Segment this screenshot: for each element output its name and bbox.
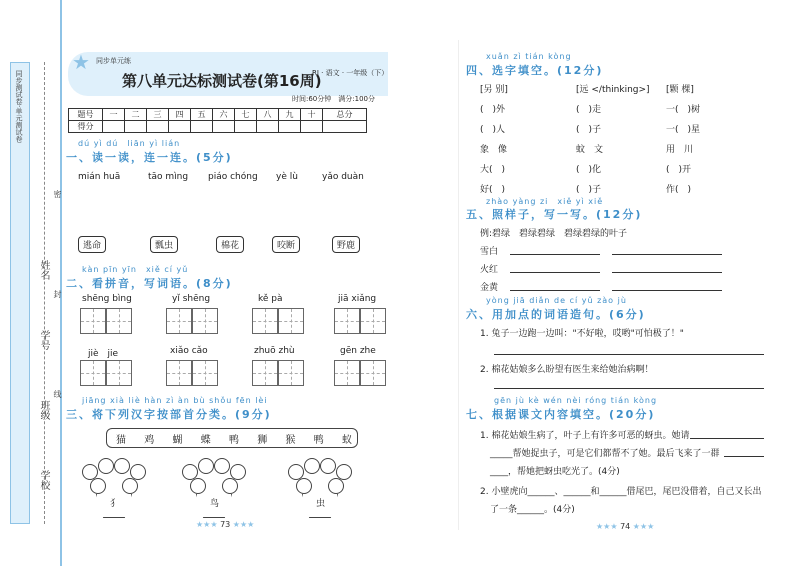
blank-item[interactable]: ( )化 — [576, 165, 602, 175]
series-label: 同步单元练 — [96, 57, 131, 65]
writing-box[interactable] — [166, 360, 192, 386]
radical-label: 虫 — [316, 499, 326, 509]
cut-line — [44, 62, 45, 524]
char: 蝴 — [172, 435, 183, 446]
blank-item[interactable]: ( )走 — [576, 105, 602, 115]
char: 狮 — [257, 435, 268, 446]
question-text: 1. 棉花姑娘生病了，叶子上有许多可恶的蚜虫。她请 — [480, 431, 690, 441]
score-input[interactable] — [301, 121, 323, 133]
sec5-title: 五、照样子，写一写。(12分) — [466, 208, 643, 221]
sec1-pinyin: dú yì dú liān yì lián — [78, 139, 181, 148]
score-cell: 五 — [191, 109, 213, 121]
writing-box[interactable] — [80, 360, 106, 386]
row-label: 金黄 — [480, 283, 499, 293]
char: 鸭 — [313, 435, 324, 446]
sec7-pinyin: gēn jù kè wén nèi róng tián kòng — [494, 396, 658, 405]
row-label: 火红 — [480, 265, 499, 275]
choice-header: 用 川 — [666, 145, 694, 155]
answer-line[interactable] — [510, 290, 600, 291]
choice-header: [远 </thinking>] — [576, 85, 650, 95]
answer-line[interactable] — [612, 254, 722, 255]
score-cell: 题号 — [69, 109, 103, 121]
sec3-pinyin: jiāng xià liè hàn zì àn bù shǒu fēn lèi — [82, 396, 268, 405]
sec7-title: 七、根据课文内容填空。(20分) — [466, 408, 656, 421]
write-pinyin: jiè jie — [88, 349, 119, 359]
char-bank-row — [116, 431, 352, 446]
char: 蚁 — [342, 435, 352, 446]
question-text: ____，帮她把蚜虫吃光了。(4分) — [490, 467, 620, 477]
flowerpot — [286, 458, 356, 518]
score-cell: 十 — [301, 109, 323, 121]
answer-line[interactable] — [690, 438, 764, 439]
writing-box[interactable] — [252, 360, 278, 386]
score-table — [68, 108, 367, 133]
question-text: 2. 小壁虎向______、______和______借尾巴，尾巴没借着，自己又长出 — [480, 487, 762, 497]
cut-mark: 线 — [53, 390, 62, 398]
answer-line[interactable] — [612, 290, 722, 291]
score-cell: 得分 — [69, 121, 103, 133]
writing-box[interactable] — [106, 308, 132, 334]
word-card[interactable]: 逃命 — [78, 236, 106, 253]
blank-item[interactable]: 作( ) — [666, 185, 692, 195]
writing-box[interactable] — [334, 360, 360, 386]
spine — [458, 40, 459, 530]
char: 鸡 — [144, 435, 155, 446]
class-label: 班级 — [38, 400, 49, 420]
answer-line[interactable] — [724, 456, 764, 457]
strip-text: 同步测试卷·单元测试卷 — [15, 70, 23, 143]
word-card[interactable]: 棉花 — [216, 236, 244, 253]
example-text: 例:碧绿 碧绿碧绿 碧绿碧绿的叶子 — [480, 229, 628, 239]
answer-line[interactable] — [612, 272, 722, 273]
writing-box[interactable] — [252, 308, 278, 334]
score-input[interactable] — [191, 121, 213, 133]
page-footer: ★★★ 74 ★★★ — [596, 522, 655, 531]
write-pinyin: zhuō zhù — [254, 346, 295, 356]
score-cell: 八 — [257, 109, 279, 121]
write-pinyin: shēng bìng — [82, 294, 132, 304]
page-footer: ★★★ 73 ★★★ — [196, 520, 255, 529]
score-input[interactable] — [213, 121, 235, 133]
radical-label: 犭 — [110, 499, 120, 509]
number-label: 学号 — [38, 330, 49, 350]
char: 鸭 — [229, 435, 239, 446]
flowerpot — [80, 458, 150, 518]
radical-label: 鸟 — [210, 499, 220, 509]
sec4-pinyin: xuǎn zì tián kòng — [486, 52, 572, 61]
score-cell: 九 — [279, 109, 301, 121]
blank-item[interactable]: ( )子 — [576, 125, 602, 135]
score-cell: 四 — [169, 109, 191, 121]
choice-header: [颗 棵] — [666, 85, 694, 95]
writing-box[interactable] — [334, 308, 360, 334]
sec1-title: 一、读一读，连一连。(5分) — [66, 151, 233, 164]
score-cell: 七 — [235, 109, 257, 121]
writing-box[interactable] — [166, 308, 192, 334]
score-input[interactable] — [257, 121, 279, 133]
flowerpot — [180, 458, 250, 518]
score-cell: 总分 — [323, 109, 367, 121]
word-card[interactable]: 咬断 — [272, 236, 300, 253]
choice-header: 象 像 — [480, 145, 508, 155]
school-label: 学校 — [38, 470, 49, 490]
sec6-pinyin: yòng jiā diǎn de cí yǔ zào jù — [486, 296, 627, 305]
writing-box[interactable] — [360, 308, 386, 334]
char: 猫 — [116, 435, 126, 446]
question-text: 了一条______。(4分) — [490, 505, 575, 515]
question-text: 2. 棉花姑娘多么盼望有医生来给她治病啊！ — [480, 365, 654, 375]
writing-box[interactable] — [360, 360, 386, 386]
blank-item[interactable]: 一( )星 — [666, 125, 701, 135]
score-cell: 一 — [103, 109, 125, 121]
writing-box[interactable] — [278, 308, 304, 334]
cut-mark: 封 — [53, 290, 62, 298]
name-label: 姓名 — [38, 260, 49, 280]
choice-header: [另 别] — [480, 85, 508, 95]
writing-box[interactable] — [192, 360, 218, 386]
subtitle: RJ · 语文 · 一年级（下） — [312, 69, 389, 77]
blank-item[interactable]: ( )开 — [666, 165, 692, 175]
writing-box[interactable] — [106, 360, 132, 386]
sec6-title: 六、用加点的词语造句。(6分) — [466, 308, 646, 321]
word-pinyin: tāo mìng — [148, 172, 189, 182]
blank-item[interactable]: ( )外 — [480, 105, 506, 115]
write-pinyin: yǐ shēng — [172, 294, 211, 304]
write-pinyin: xiǎo cǎo — [170, 346, 208, 356]
question-text: 1. 兔子一边跑一边叫："不好啦，哎哟"可怕极了！" — [480, 329, 684, 339]
char: 猴 — [285, 435, 296, 446]
sec2-pinyin: kàn pīn yīn xiě cí yǔ — [82, 265, 189, 274]
blank-item[interactable]: 大( ) — [480, 165, 506, 175]
score-input[interactable] — [323, 121, 367, 133]
time-info: 时间:60分钟 满分:100分 — [292, 95, 375, 103]
word-pinyin: piáo chóng — [208, 172, 258, 182]
blank-item[interactable]: ( )人 — [480, 125, 506, 135]
word-pinyin: yǎo duàn — [322, 172, 364, 182]
sec5-pinyin: zhào yàng zi xiě yì xiě — [486, 197, 604, 206]
score-cell: 二 — [125, 109, 147, 121]
writing-box[interactable] — [80, 308, 106, 334]
star-icon: ★ — [72, 50, 90, 74]
sec4-title: 四、选字填空。(12分) — [466, 64, 604, 77]
write-pinyin: kě pà — [258, 294, 283, 304]
word-pinyin: yè lù — [276, 172, 298, 182]
question-text: _____帮她捉虫子，可是它们都帮不了她。最后飞来了一群 — [490, 449, 720, 459]
blank-item[interactable]: 一( )树 — [666, 105, 701, 115]
score-cell: 六 — [213, 109, 235, 121]
cut-mark: 密 — [53, 190, 62, 198]
writing-box[interactable] — [192, 308, 218, 334]
score-input[interactable] — [147, 121, 169, 133]
answer-line[interactable] — [510, 254, 600, 255]
score-input[interactable] — [235, 121, 257, 133]
page-number: 74 — [620, 522, 631, 531]
answer-line[interactable] — [494, 388, 764, 389]
page-number: 73 — [220, 520, 231, 529]
word-pinyin: mián huā — [78, 172, 121, 182]
score-cell: 三 — [147, 109, 169, 121]
blank-item[interactable]: ( )子 — [576, 185, 602, 195]
answer-line[interactable] — [510, 272, 600, 273]
write-pinyin: gēn zhe — [340, 346, 376, 356]
writing-box[interactable] — [278, 360, 304, 386]
answer-line[interactable] — [494, 354, 764, 355]
row-label: 雪白 — [480, 247, 499, 257]
char: 蝶 — [200, 435, 211, 446]
word-card[interactable]: 瓢虫 — [150, 236, 178, 253]
score-input[interactable] — [169, 121, 191, 133]
sec3-title: 三、将下列汉字按部首分类。(9分) — [66, 408, 272, 421]
score-input[interactable] — [125, 121, 147, 133]
page-title: 第八单元达标测试卷(第16周) — [122, 72, 322, 90]
sec2-title: 二、看拼音，写词语。(8分) — [66, 277, 233, 290]
write-pinyin: jiā xiǎng — [338, 294, 377, 304]
score-input[interactable] — [279, 121, 301, 133]
blank-item[interactable]: 好( ) — [480, 185, 506, 195]
word-card[interactable]: 野鹿 — [332, 236, 360, 253]
score-input[interactable] — [103, 121, 125, 133]
choice-header: 蚊 文 — [576, 145, 604, 155]
